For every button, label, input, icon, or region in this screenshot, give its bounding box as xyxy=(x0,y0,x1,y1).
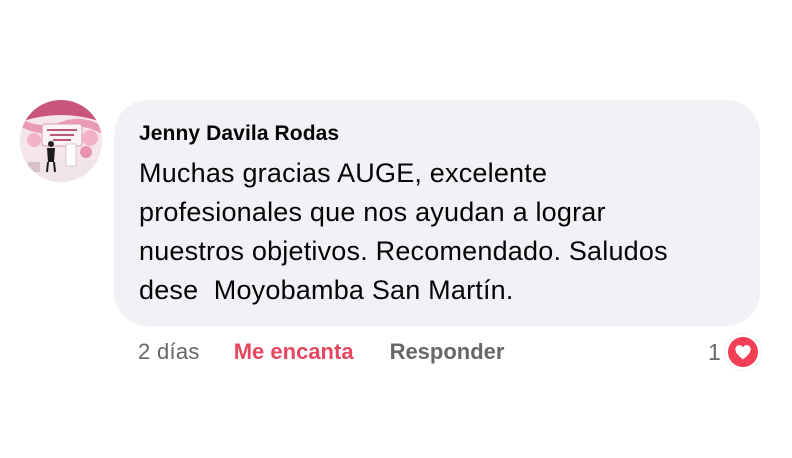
love-reaction-button[interactable]: Me encanta xyxy=(233,339,354,364)
heart-icon xyxy=(725,334,761,370)
author-name[interactable]: Jenny Davila Rodas xyxy=(139,122,340,145)
avatar[interactable] xyxy=(20,100,102,182)
reaction-count: 1 xyxy=(708,338,721,365)
comment-actions xyxy=(138,338,504,366)
comment-text: Muchas gracias AUGE, excelente profesionales que nos ayudan a lograr nuestros objetivos. Recomendado. Saludos dese Moyobamba San Martín. xyxy=(139,158,668,305)
reply-button[interactable]: Responder xyxy=(389,339,505,364)
timestamp-link[interactable]: 2 días xyxy=(138,339,200,364)
comment-bubble xyxy=(114,100,760,326)
reaction-summary[interactable] xyxy=(708,334,761,370)
avatar-photo-icon xyxy=(20,100,102,182)
